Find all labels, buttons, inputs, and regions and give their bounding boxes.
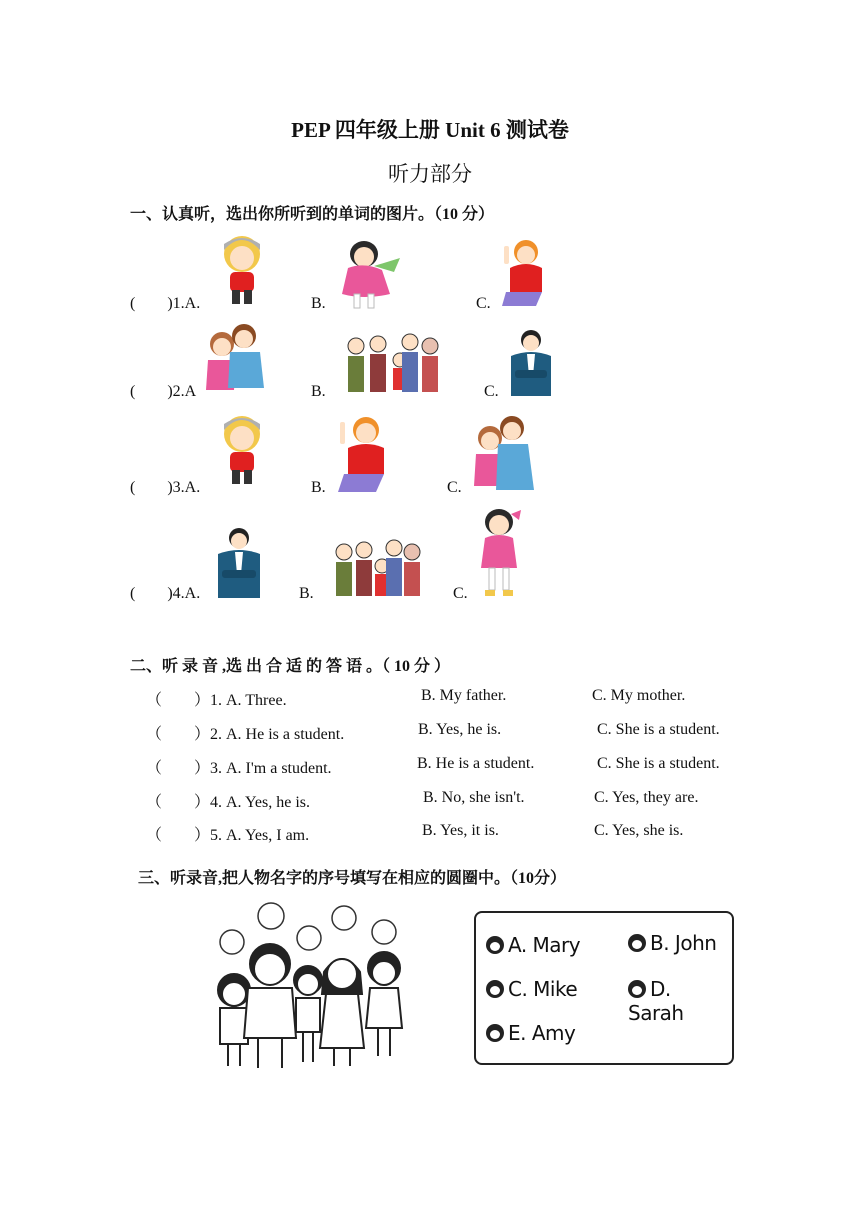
s1-row2-c: C. <box>484 383 499 400</box>
s2-q2: （ ）2. A. He is a student. <box>146 726 345 743</box>
s2-q5-b: B. Yes, it is. <box>422 822 499 839</box>
s2-q4: （ ）4. A. Yes, he is. <box>146 794 311 811</box>
s2-q5-c: C. Yes, she is. <box>594 822 684 839</box>
cartoon-boy-icon <box>214 232 270 308</box>
s2-q1: （ ）1. A. Three. <box>146 692 287 709</box>
s1-row2-label: ( )2.A <box>130 383 197 400</box>
group-of-people-drawing <box>208 898 416 1070</box>
name-sarah: D. Sarah <box>628 977 684 1025</box>
s1-row1-c: C. <box>476 295 491 312</box>
s2-q2-c: C. She is a student. <box>597 721 720 738</box>
section3-heading: 三、听录音,把人物名字的序号填写在相应的圆圈中。（10分） <box>138 870 567 887</box>
section2-heading: 二、听 录 音 ,选 出 合 适 的 答 语 。（ 10 分 ） <box>130 658 451 675</box>
s1-row4-b: B. <box>299 585 314 602</box>
s2-q1-b: B. My father. <box>421 687 507 704</box>
parents-icon <box>470 414 536 494</box>
s1-row2-b: B. <box>311 383 326 400</box>
s2-q4-b: B. No, she isn't. <box>423 789 525 806</box>
s1-row4-c: C. <box>453 585 468 602</box>
kid-face-icon <box>628 980 646 998</box>
s2-q3-b: B. He is a student. <box>417 755 535 772</box>
name-mike: C. Mike <box>486 977 577 1001</box>
s1-row3-c: C. <box>447 479 462 496</box>
mother-icon <box>336 414 388 494</box>
cartoon-girl-icon <box>334 238 404 312</box>
father-icon <box>507 328 555 398</box>
section1-heading: 一、认真听，选出你所听到的单词的图片。（10 分） <box>130 206 495 223</box>
s2-q2-b: B. Yes, he is. <box>418 721 502 738</box>
name-amy: E. Amy <box>486 1021 575 1045</box>
s2-q4-c: C. Yes, they are. <box>594 789 699 806</box>
names-box <box>474 911 734 1065</box>
cartoon-girl-icon <box>475 506 523 600</box>
kid-face-icon <box>486 936 504 954</box>
cartoon-boy-icon <box>214 412 270 488</box>
s1-row3-b: B. <box>311 479 326 496</box>
s2-q5: （ ）5. A. Yes, I am. <box>146 827 310 844</box>
kid-face-icon <box>486 980 504 998</box>
s2-q3: （ ）3. A. I'm a student. <box>146 760 332 777</box>
kid-face-icon <box>628 934 646 952</box>
name-john: B. John <box>628 931 716 955</box>
kid-face-icon <box>486 1024 504 1042</box>
s1-row3-label: ( )3.A. <box>130 479 201 496</box>
s2-q1-c: C. My mother. <box>592 687 686 704</box>
name-mary: A. Mary <box>486 933 580 957</box>
page-title: PEP 四年级上册 Unit 6 测试卷 <box>291 118 569 142</box>
father-icon <box>214 526 264 600</box>
page-subtitle: 听力部分 <box>388 162 472 186</box>
parents-icon <box>202 322 266 396</box>
s1-row1-label: ( )1.A. <box>130 295 201 312</box>
family-icon <box>332 538 422 600</box>
s2-q3-c: C. She is a student. <box>597 755 720 772</box>
s1-row1-b: B. <box>311 295 326 312</box>
s1-row4-label: ( )4.A. <box>130 585 201 602</box>
mother-icon <box>500 238 546 308</box>
family-icon <box>344 330 442 396</box>
